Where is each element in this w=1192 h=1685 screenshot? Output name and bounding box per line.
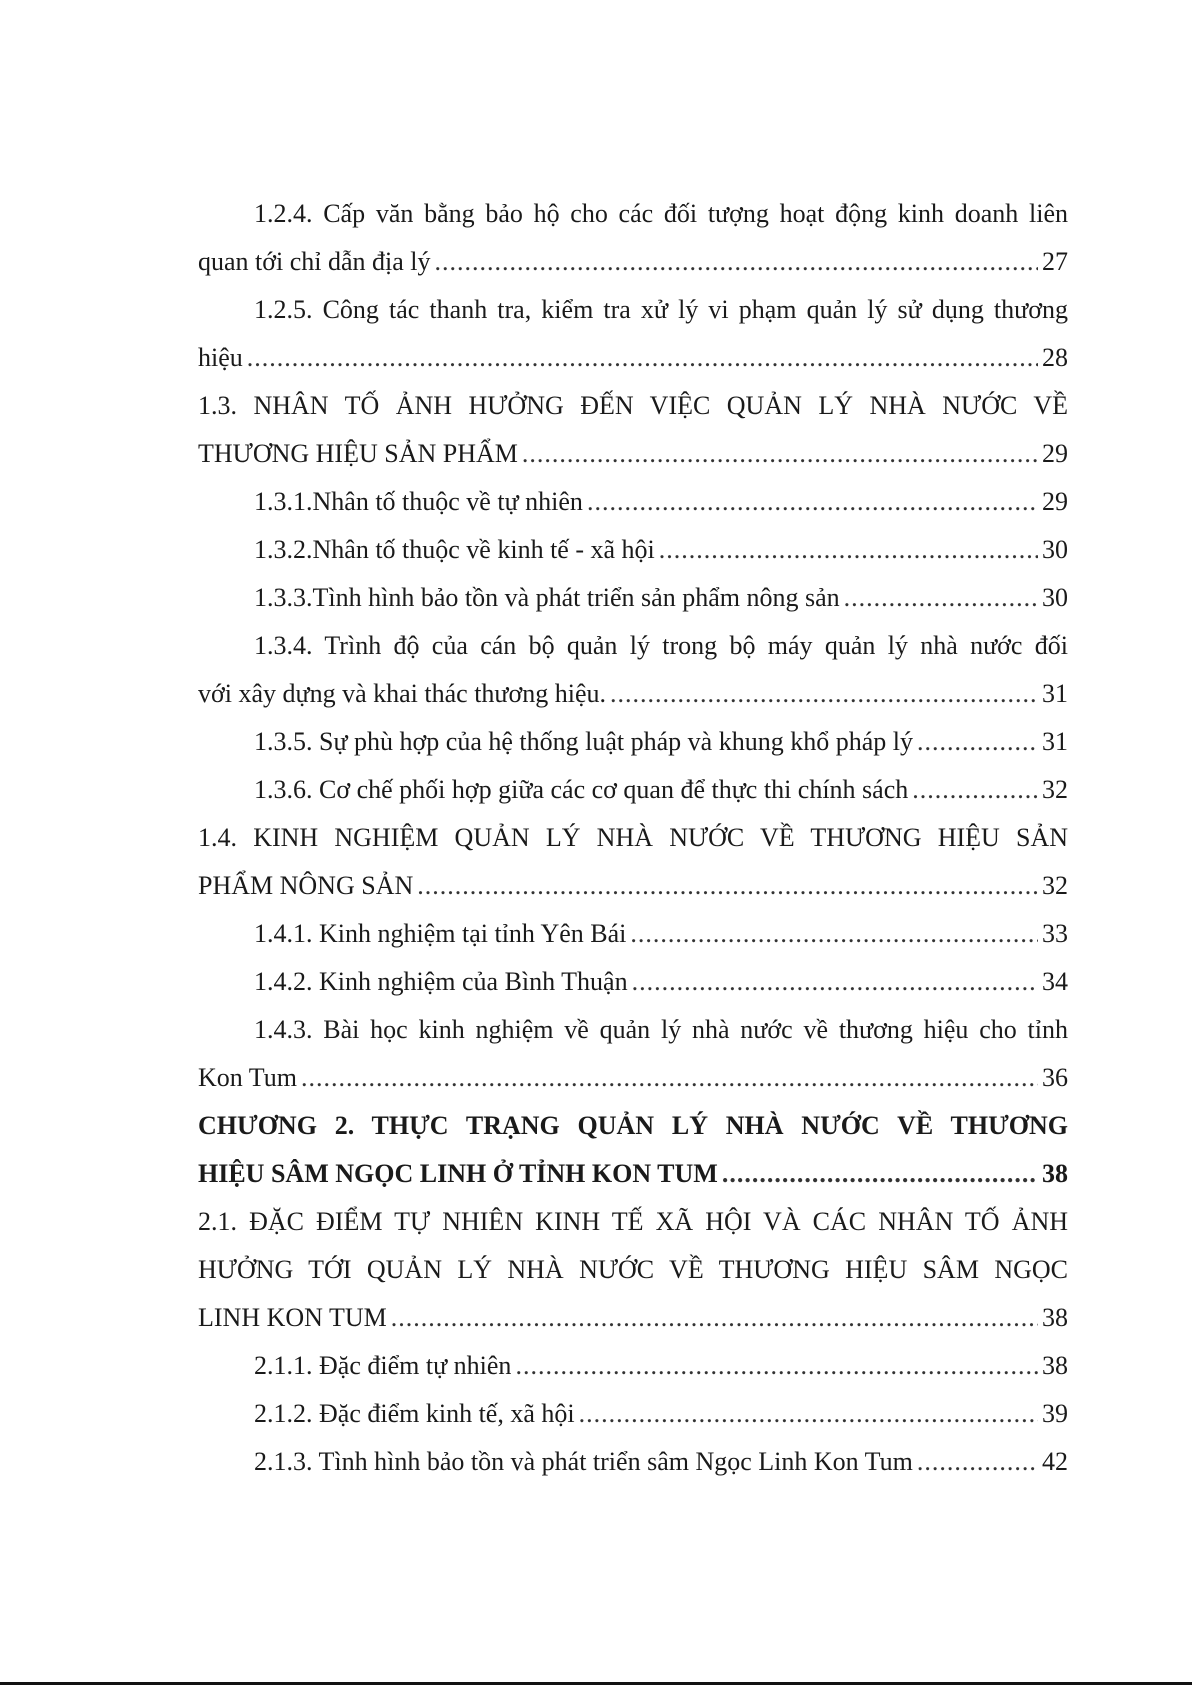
dot-leader: [722, 1150, 1038, 1198]
toc-entry-last-line: [198, 1390, 1068, 1438]
page-number: 38: [1042, 1303, 1068, 1332]
page-number: 38: [1042, 1351, 1068, 1380]
page-number: 27: [1042, 247, 1068, 276]
toc-entry-title: 1.3.3.Tình hình bảo tồn và phát triển sản phẩm nông sản: [254, 583, 840, 612]
toc-entry-title: 1.4.1. Kinh nghiệm tại tỉnh Yên Bái: [254, 919, 627, 948]
dot-leader: [844, 574, 1038, 622]
toc-entry[interactable]: [198, 286, 1068, 382]
toc-entry-last-line: [198, 1054, 1068, 1102]
toc-entry[interactable]: [198, 1006, 1068, 1102]
page-number: 28: [1042, 343, 1068, 372]
dot-leader: [917, 718, 1038, 766]
dot-leader: [917, 1438, 1038, 1486]
page-number: 29: [1042, 487, 1068, 516]
toc-entry-title: LINH KON TUM: [198, 1303, 387, 1332]
toc-entry-last-line: [198, 1150, 1068, 1198]
toc-entry[interactable]: [198, 814, 1068, 910]
toc-entry-title: HIỆU SÂM NGỌC LINH Ở TỈNH KON TUM: [198, 1159, 718, 1188]
toc-entry[interactable]: [198, 766, 1068, 814]
dot-leader: [632, 958, 1038, 1006]
toc-entry-title: 2.1.3. Tình hình bảo tồn và phát triển sâm Ngọc Linh Kon Tum: [254, 1447, 913, 1476]
toc-entry[interactable]: [198, 1438, 1068, 1486]
toc-entry-last-line: [198, 238, 1068, 286]
toc-entry[interactable]: [198, 910, 1068, 958]
toc-entry-last-line: [198, 718, 1068, 766]
dot-leader: [610, 670, 1038, 718]
toc-entry[interactable]: [198, 1198, 1068, 1342]
toc-entry-title: PHẨM NÔNG SẢN: [198, 871, 414, 900]
dot-leader: [659, 526, 1038, 574]
toc-entry[interactable]: [198, 190, 1068, 286]
dot-leader: [587, 478, 1038, 526]
page-number: 30: [1042, 535, 1068, 564]
dot-leader: [247, 334, 1038, 382]
dot-leader: [522, 430, 1038, 478]
toc-entry[interactable]: [198, 478, 1068, 526]
toc-entry[interactable]: [198, 382, 1068, 478]
page-number: 39: [1042, 1399, 1068, 1428]
toc-entry[interactable]: [198, 1390, 1068, 1438]
toc-entry-last-line: [198, 670, 1068, 718]
toc-entry-last-line: [198, 958, 1068, 1006]
toc-entry-text-line: 1.2.4. Cấp văn bằng bảo hộ cho các đối tượng hoạt động kinh doanh liên: [254, 199, 1068, 228]
toc-entry-text-line: 1.4.3. Bài học kinh nghiệm về quản lý nhà nước về thương hiệu cho tỉnh: [254, 1015, 1068, 1044]
page-number: 32: [1042, 775, 1068, 804]
toc-entry-title: 1.3.1.Nhân tố thuộc về tự nhiên: [254, 487, 583, 516]
toc-entry-last-line: [198, 1294, 1068, 1342]
toc-entry-text-line: 2.1. ĐẶC ĐIỂM TỰ NHIÊN KINH TẾ XÃ HỘI VÀ CÁC NHÂN TỐ ẢNH: [198, 1207, 1068, 1236]
toc-entry-last-line: [198, 1438, 1068, 1486]
toc-entry[interactable]: [198, 958, 1068, 1006]
dot-leader: [301, 1054, 1038, 1102]
toc-entry-last-line: [198, 334, 1068, 382]
toc-entry-title: 2.1.1. Đặc điểm tự nhiên: [254, 1351, 512, 1380]
toc-entry-title: Kon Tum: [198, 1063, 297, 1092]
toc-entry-title: 1.4.2. Kinh nghiệm của Bình Thuận: [254, 967, 628, 996]
page-number: 38: [1042, 1159, 1068, 1188]
dot-leader: [579, 1390, 1038, 1438]
page-number: 30: [1042, 583, 1068, 612]
toc-entry-text-line: 1.4. KINH NGHIỆM QUẢN LÝ NHÀ NƯỚC VỀ THƯƠNG HIỆU SẢN: [198, 823, 1068, 852]
page-number: 29: [1042, 439, 1068, 468]
dot-leader: [630, 910, 1038, 958]
toc-entry-title: quan tới chỉ dẫn địa lý: [198, 247, 431, 276]
toc-entry-title: 1.3.2.Nhân tố thuộc về kinh tế - xã hội: [254, 535, 655, 564]
page-number: 31: [1042, 679, 1068, 708]
toc-entry-last-line: [198, 1342, 1068, 1390]
page-number: 33: [1042, 919, 1068, 948]
toc-entry-last-line: [198, 910, 1068, 958]
toc-entry-title: 2.1.2. Đặc điểm kinh tế, xã hội: [254, 1399, 575, 1428]
dot-leader: [435, 238, 1038, 286]
toc-entry-text-line: 1.2.5. Công tác thanh tra, kiểm tra xử lý vi phạm quản lý sử dụng thương: [254, 295, 1068, 324]
dot-leader: [912, 766, 1038, 814]
toc-entry-last-line: [198, 478, 1068, 526]
page-number: 42: [1042, 1447, 1068, 1476]
toc-entry[interactable]: [198, 1342, 1068, 1390]
toc-entry-text-line: CHƯƠNG 2. THỰC TRẠNG QUẢN LÝ NHÀ NƯỚC VỀ THƯƠNG: [198, 1111, 1068, 1140]
dot-leader: [391, 1294, 1038, 1342]
toc-entry-text-line: 1.3.4. Trình độ của cán bộ quản lý trong bộ máy quản lý nhà nước đối: [254, 631, 1068, 660]
toc-entry-last-line: [198, 526, 1068, 574]
toc-entry[interactable]: [198, 574, 1068, 622]
dot-leader: [515, 1342, 1038, 1390]
toc-entry-title: 1.3.6. Cơ chế phối hợp giữa các cơ quan để thực thi chính sách: [254, 775, 909, 804]
toc-entry[interactable]: [198, 622, 1068, 718]
toc-entry-last-line: [198, 862, 1068, 910]
dot-leader: [417, 862, 1038, 910]
toc-entry[interactable]: [198, 718, 1068, 766]
toc-entry-title: với xây dựng và khai thác thương hiệu.: [198, 679, 607, 708]
page-number: 36: [1042, 1063, 1068, 1092]
toc-entry[interactable]: [198, 1102, 1068, 1198]
page-number: 34: [1042, 967, 1068, 996]
toc-entry-text-line: 1.3. NHÂN TỐ ẢNH HƯỞNG ĐẾN VIỆC QUẢN LÝ NHÀ NƯỚC VỀ: [198, 391, 1068, 420]
page-number: 32: [1042, 871, 1068, 900]
page-number: 31: [1042, 727, 1068, 756]
toc-entry-text-line: HƯỞNG TỚI QUẢN LÝ NHÀ NƯỚC VỀ THƯƠNG HIỆU SÂM NGỌC: [198, 1255, 1068, 1284]
toc-entry-last-line: [198, 766, 1068, 814]
toc-entry-last-line: [198, 430, 1068, 478]
toc-entry-title: hiệu: [198, 343, 243, 372]
toc-entry-title: THƯƠNG HIỆU SẢN PHẨM: [198, 439, 518, 468]
toc-entry-last-line: [198, 574, 1068, 622]
toc-entry-title: 1.3.5. Sự phù hợp của hệ thống luật pháp và khung khổ pháp lý: [254, 727, 913, 756]
toc-entry[interactable]: [198, 526, 1068, 574]
table-of-contents: [198, 190, 1068, 1486]
